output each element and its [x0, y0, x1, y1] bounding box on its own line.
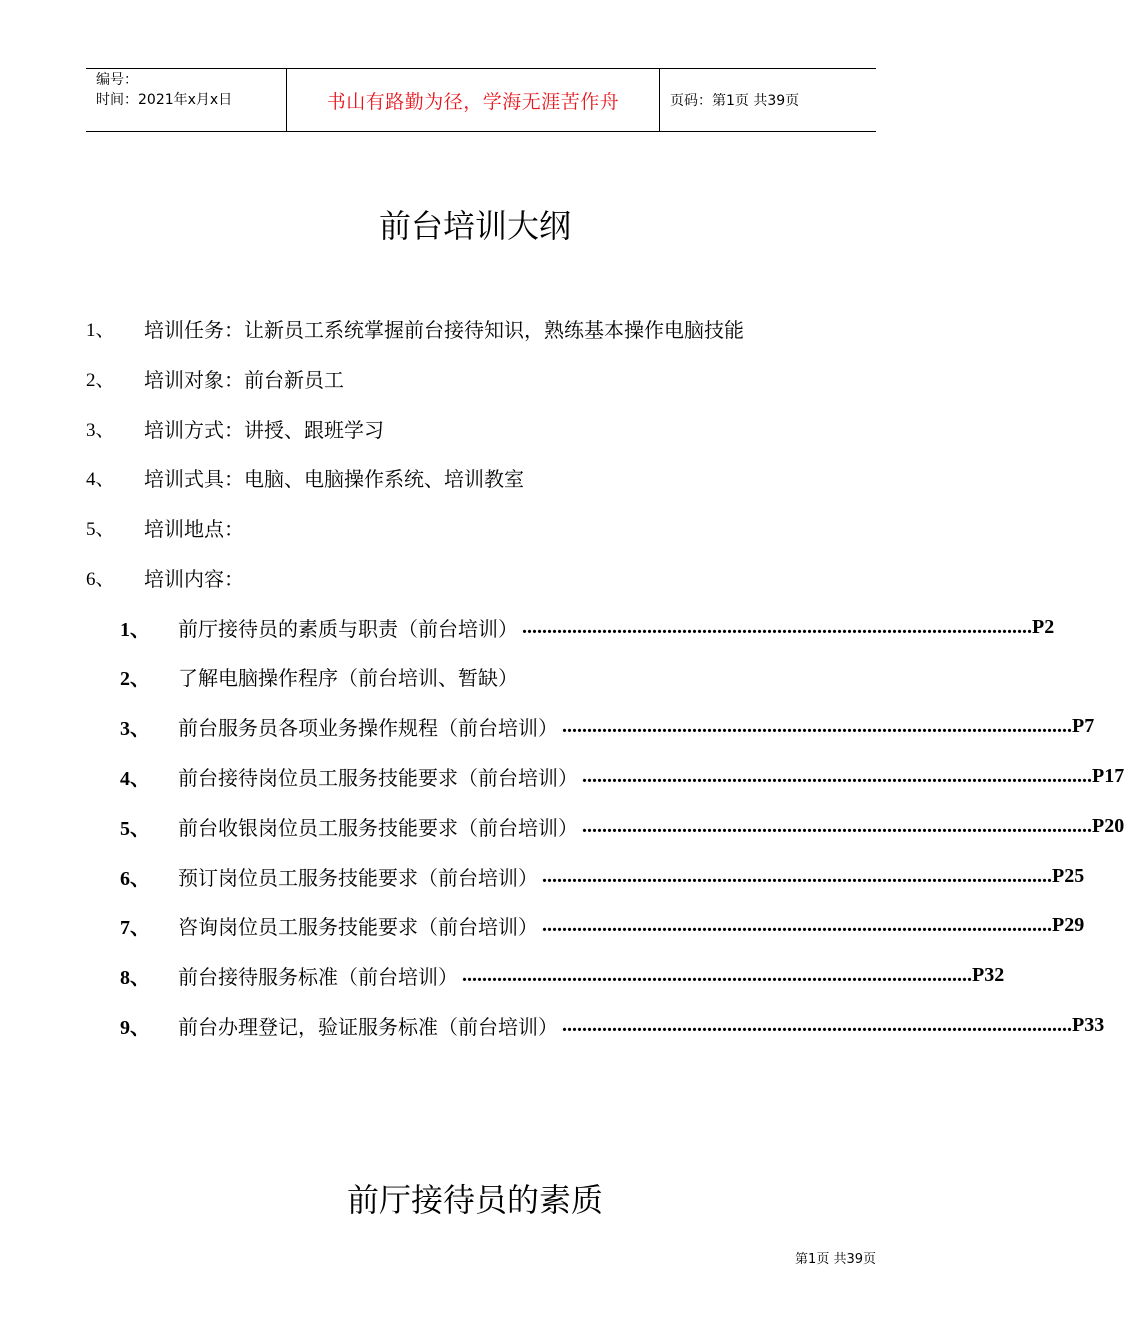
header-page-cell: [660, 69, 876, 131]
toc-entry[interactable]: [120, 1010, 1105, 1040]
outline-item: [86, 562, 244, 592]
toc-leader-dots: ....................................................................................................: [522, 615, 1022, 638]
toc-entry[interactable]: [120, 861, 1085, 891]
toc-leader-dots: ....................................................................................................: [562, 1013, 1062, 1036]
toc-page-number: ..P25: [1042, 864, 1085, 887]
toc-page-number: ..P17: [1082, 764, 1124, 787]
toc-number: 4、: [120, 767, 150, 790]
toc-page-number: ..P7: [1062, 714, 1095, 737]
toc-page-number: ..P32: [962, 963, 1005, 986]
toc-entry[interactable]: [120, 960, 1005, 990]
toc-leader-dots: ....................................................................................................: [542, 913, 1042, 936]
outline-text: 培训式具：电脑、电脑操作系统、培训教室: [144, 466, 524, 491]
section-title: 前厅接待员的素质: [346, 1181, 603, 1219]
toc-number: 1、: [120, 618, 150, 641]
toc-number: 5、: [120, 817, 150, 840]
date-label: 时间：2021年x月x日: [96, 92, 233, 108]
toc-text: 前台接待服务标准（前台培训）: [178, 964, 458, 989]
toc-leader-dots: ....................................................................................................: [562, 714, 1062, 737]
outline-number: 3、: [86, 419, 115, 441]
toc-text: 前台办理登记，验证服务标准（前台培训）: [178, 1014, 558, 1039]
toc-number: 9、: [120, 1016, 150, 1039]
outline-number: 2、: [86, 369, 115, 391]
toc-entry[interactable]: [120, 612, 1055, 642]
outline-item: [86, 413, 384, 443]
toc-entry[interactable]: [120, 761, 1124, 791]
page-footer: 第1页 共39页: [795, 1252, 876, 1267]
page-header: [86, 68, 876, 132]
outline-item: [86, 512, 244, 542]
toc-page-number: ..P29: [1042, 913, 1085, 936]
toc-page-number: ..P20: [1082, 814, 1124, 837]
toc-leader-dots: ....................................................................................................: [582, 814, 1082, 837]
toc-entry[interactable]: [120, 711, 1095, 741]
serial-label: 编号：: [96, 72, 138, 88]
toc-entry[interactable]: [120, 661, 872, 691]
outline-text: 培训对象：前台新员工: [144, 367, 344, 392]
outline-number: 5、: [86, 518, 115, 540]
outline-number: 6、: [86, 568, 115, 590]
outline-text: 培训方式：讲授、跟班学习: [144, 417, 384, 442]
page-info: 页码：第1页 共39页: [670, 93, 800, 109]
outline-item: [86, 462, 524, 492]
toc-leader-dots: ....................................................................................................: [582, 764, 1082, 787]
toc-number: 8、: [120, 966, 150, 989]
toc-entry[interactable]: [120, 811, 1124, 841]
toc-page-number: ..P33: [1062, 1013, 1105, 1036]
toc-text: 前厅接待员的素质与职责（前台培训）: [178, 616, 518, 641]
toc-entry[interactable]: [120, 910, 1085, 940]
toc-text: 前台接待岗位员工服务技能要求（前台培训）: [178, 765, 578, 790]
toc-text: 了解电脑操作程序（前台培训、暂缺）: [178, 665, 518, 690]
toc-leader-dots: ....................................................................................................: [542, 864, 1042, 887]
toc-number: 2、: [120, 667, 150, 690]
outline-item: [86, 363, 344, 393]
toc-number: 7、: [120, 916, 150, 939]
toc-text: 咨询岗位员工服务技能要求（前台培训）: [178, 914, 538, 939]
header-left-cell: [86, 69, 287, 131]
outline-number: 1、: [86, 319, 115, 341]
document-title: 前台培训大纲: [378, 207, 571, 245]
toc-leader-dots: ....................................................................................................: [462, 963, 962, 986]
toc-text: 预订岗位员工服务技能要求（前台培训）: [178, 865, 538, 890]
header-motto-cell: [287, 69, 660, 131]
motto-text: 书山有路勤为径，学海无涯苦作舟: [326, 90, 620, 113]
outline-number: 4、: [86, 468, 115, 490]
outline-text: 培训内容：: [144, 566, 244, 591]
toc-text: 前台收银岗位员工服务技能要求（前台培训）: [178, 815, 578, 840]
toc-number: 3、: [120, 717, 150, 740]
outline-text: 培训任务：让新员工系统掌握前台接待知识，熟练基本操作电脑技能: [144, 317, 744, 342]
outline-text: 培训地点：: [144, 516, 244, 541]
toc-text: 前台服务员各项业务操作规程（前台培训）: [178, 715, 558, 740]
outline-item: [86, 313, 744, 343]
toc-number: 6、: [120, 867, 150, 890]
toc-page-number: ..P2: [1022, 615, 1055, 638]
